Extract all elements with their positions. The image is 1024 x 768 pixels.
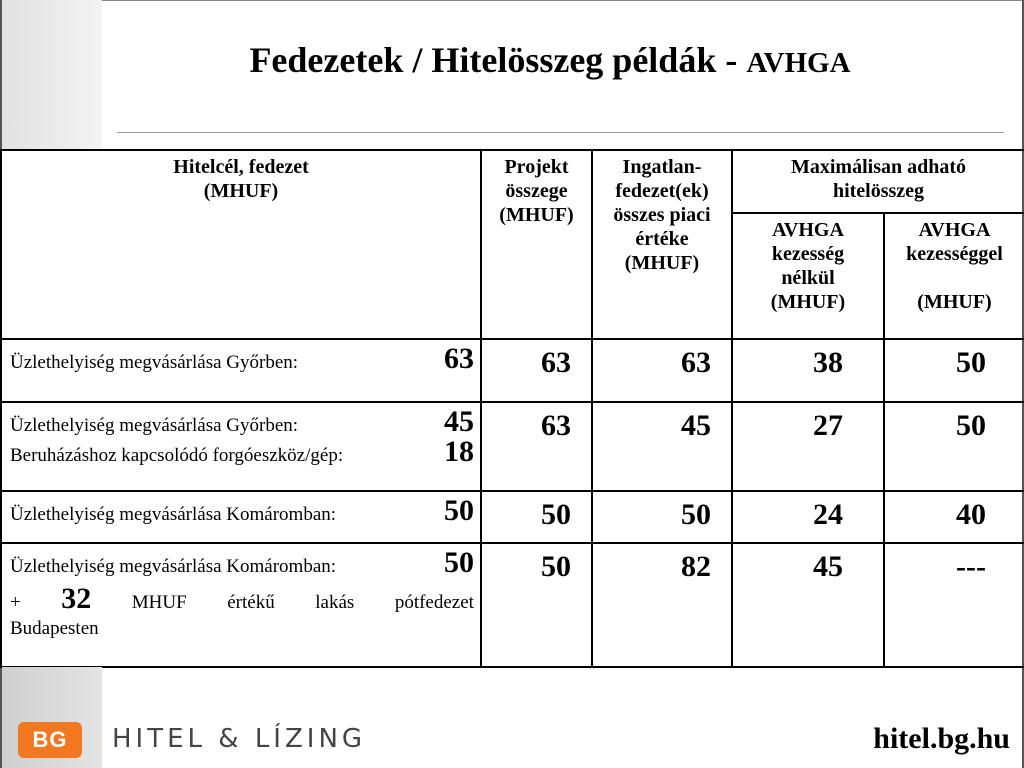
title-divider xyxy=(117,132,1004,133)
website-url: hitel.bg.hu xyxy=(873,722,1010,755)
header-purpose-line: Hitelcél, fedezet xyxy=(173,156,309,178)
extra-word: + xyxy=(10,592,21,613)
header-property-line: (MHUF) xyxy=(624,252,700,274)
header-row-1 xyxy=(1,150,1024,213)
description-text: Üzlethelyiség megvásárlása Komáromban: xyxy=(10,556,337,577)
with-avhga-value: 40 xyxy=(884,491,1024,543)
description-value: 45 xyxy=(444,405,474,438)
header-without-avhga xyxy=(732,213,884,339)
without-avhga-value: 24 xyxy=(732,491,884,543)
without-avhga-value: 27 xyxy=(732,402,884,491)
with-avhga-value: 50 xyxy=(884,402,1024,491)
header-max-loan-line: Maximálisan adható xyxy=(790,156,967,178)
property-value: 82 xyxy=(592,543,732,667)
description-text: Üzlethelyiség megvásárlása Komáromban: xyxy=(10,504,337,525)
header-with-spacer xyxy=(885,266,1024,290)
description-value: 18 xyxy=(444,435,474,468)
description-value: 50 xyxy=(444,494,474,527)
row-description xyxy=(1,402,481,491)
description-value: 63 xyxy=(444,342,474,375)
without-avhga-value: 45 xyxy=(732,543,884,667)
description-line xyxy=(10,494,474,528)
row-description xyxy=(1,543,481,667)
header-property-line: Ingatlan- xyxy=(622,156,702,178)
project-value: 50 xyxy=(481,543,592,667)
table-row xyxy=(1,543,1024,667)
header-with-avhga xyxy=(884,213,1024,339)
extra-value: 32 xyxy=(61,582,92,615)
header-project-line: Projekt xyxy=(504,156,569,178)
table-row xyxy=(1,402,1024,491)
header-project xyxy=(481,150,592,339)
header-project-line: (MHUF) xyxy=(499,204,574,226)
header-project-line: összege xyxy=(505,180,568,202)
header-without-line: (MHUF) xyxy=(770,291,846,313)
header-purpose xyxy=(1,150,481,339)
logo-text: BG xyxy=(32,727,68,752)
description-line xyxy=(10,435,474,469)
header-property-line: összes piaci xyxy=(613,204,711,226)
extra-word: pótfedezet xyxy=(394,592,474,613)
header-purpose-line: (MHUF) xyxy=(203,180,279,202)
header-with-line: kezességgel xyxy=(906,243,1003,265)
header-property-line: fedezet(ek) xyxy=(615,180,709,202)
without-avhga-value: 38 xyxy=(732,339,884,402)
extra-word: értékű xyxy=(227,592,275,613)
slide-title xyxy=(100,38,1000,85)
header-with-line: (MHUF) xyxy=(917,291,992,313)
loan-examples-table xyxy=(0,149,1024,668)
row-description xyxy=(1,491,481,543)
header-without-line: kezesség xyxy=(771,243,845,265)
property-value: 63 xyxy=(592,339,732,402)
header-without-line: nélkül xyxy=(781,267,835,289)
extra-word: lakás xyxy=(315,592,355,613)
with-avhga-value: 50 xyxy=(884,339,1024,402)
corner-decoration xyxy=(2,0,102,150)
bg-logo xyxy=(18,722,82,758)
project-value: 63 xyxy=(481,339,592,402)
extra-word: MHUF xyxy=(131,592,187,613)
description-value: 50 xyxy=(444,546,474,579)
property-value: 50 xyxy=(592,491,732,543)
row-description xyxy=(1,339,481,402)
header-property-line: értéke xyxy=(635,228,689,250)
description-text: Beruházáshoz kapcsolódó forgóeszköz/gép: xyxy=(10,445,344,466)
description-text: Üzlethelyiség megvásárlása Győrben: xyxy=(10,352,299,373)
header-without-line: AVHGA xyxy=(772,219,844,241)
header-with-line: AVHGA xyxy=(918,219,991,241)
title-main: Fedezetek / Hitelösszeg példák - xyxy=(249,40,747,80)
header-max-loan xyxy=(732,150,1024,213)
description-line xyxy=(10,342,474,376)
header-max-loan-line: hitelösszeg xyxy=(832,180,925,202)
brand-name: HITEL & LÍZING xyxy=(112,724,367,754)
description-text: Budapesten xyxy=(10,618,99,639)
frame-top xyxy=(0,0,1024,1)
title-sub: AVHGA xyxy=(746,47,851,79)
table-row xyxy=(1,339,1024,402)
table-row xyxy=(1,491,1024,543)
description-line xyxy=(10,405,474,439)
header-property xyxy=(592,150,732,339)
project-value: 63 xyxy=(481,402,592,491)
with-avhga-value: --- xyxy=(884,543,1024,667)
property-value: 45 xyxy=(592,402,732,491)
description-line xyxy=(10,546,474,580)
description-text: Üzlethelyiség megvásárlása Győrben: xyxy=(10,415,299,436)
project-value: 50 xyxy=(481,491,592,543)
description-extra-line xyxy=(10,582,474,616)
